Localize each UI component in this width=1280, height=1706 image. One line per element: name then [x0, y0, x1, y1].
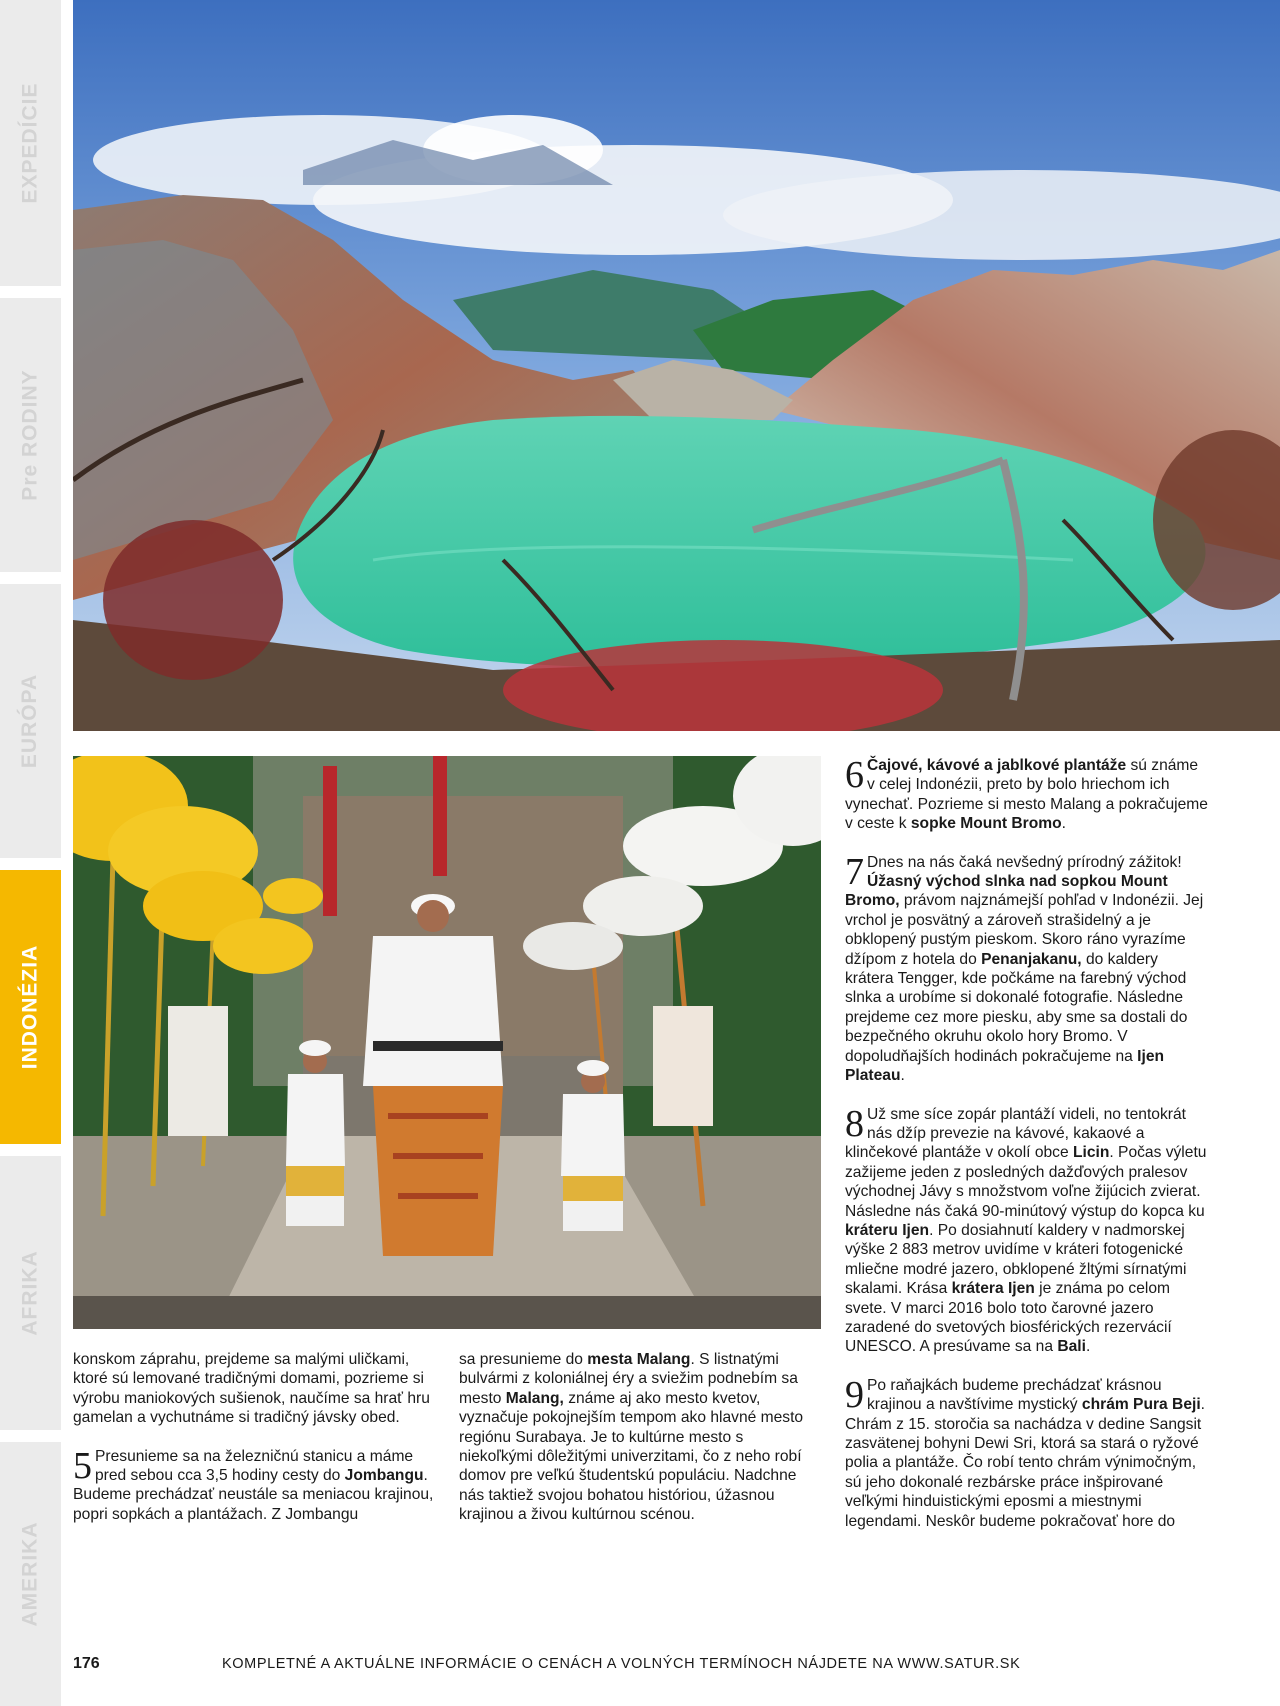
tab-label: EXPEDÍCIE: [18, 82, 42, 204]
tab-indonezia[interactable]: [0, 870, 61, 1144]
tab-label: EURÓPA: [18, 673, 42, 769]
temple-family-photo: [73, 756, 821, 1329]
tab-pre-rodiny[interactable]: [0, 298, 61, 572]
paragraph-day-7: 7 Dnes na nás čaká nevšedný prírodný zážitok! Úžasný východ slnka nad sopkou Mount Bromo, právom najznámejší pohľad v Indonézii. Jej vrchol je posvätný a zároveň strašidelný a je obklopený pustým pieskom. Skoro ráno vyrazíme džípom z hotela do Penanjakanu, do kaldery krátera Tengger, kde počkáme na farebný východ slnka a urobíme si dokonalé fotografie. Následne prejdeme cez more piesku, aby sme sa dostali do bezpečného okruhu okolo hory Bromo. V dopoludňajších hodinách pokračujeme na Ijen Plateau.: [845, 850, 1204, 1085]
paragraph-day-4-continued: konskom záprahu, prejdeme sa malými uličkami, ktoré sú lemované tradičnými domami, pozrieme si výrobu maniokových sušienok, naučíme sa hrať hru gamelan a vychutnáme si tradičný jávsky obed.: [73, 1351, 430, 1427]
tab-label: Pre RODINY: [18, 369, 42, 501]
paragraph-day-5: 5 Presunieme sa na železničnú stanicu a máme pred sebou cca 3,5 hodiny cesty do Jombangu. Budeme prechádzať neustále sa meniacou krajinou, popri sopkách a plantážach. Z Jombangu: [73, 1444, 434, 1523]
text-column-1: [73, 1350, 438, 1543]
tab-europa[interactable]: [0, 584, 61, 858]
crater-lake-photo: [73, 0, 1280, 731]
text-column-2: [459, 1350, 821, 1544]
tab-label: INDONÉZIA: [18, 944, 42, 1070]
tab-label: AFRIKA: [18, 1250, 42, 1336]
tab-amerika[interactable]: [0, 1442, 61, 1706]
footer-info-text: KOMPLETNÉ A AKTUÁLNE INFORMÁCIE O CENÁCH A VOLNÝCH TERMÍNOCH NÁJDETE NA WWW.SATUR.SK: [222, 1656, 1021, 1672]
side-navigation: [0, 0, 61, 1706]
day-number: 6: [845, 754, 864, 796]
tab-afrika[interactable]: [0, 1156, 61, 1430]
paragraph-day-9: 9 Po raňajkách budeme prechádzať krásnou krajinou a navštívime mystický chrám Pura Beji. Chrám z 15. storočia sa nachádza v dedine Sangsit zasvätenej bohyni Dewi Sri, ktorá sa stará o ryžové polia a plantáže. Čo robí tento chrám výnimočným, sú jeho dokonalé rezbárske práce inšpirované veľkými hinduistickými eposmi a miestnymi legendami. Neskôr budeme pokračovať hore do: [845, 1373, 1206, 1530]
day-number: 8: [845, 1102, 864, 1145]
text-column-3: [845, 756, 1210, 1550]
day-number: 5: [73, 1444, 92, 1487]
day-number: 9: [845, 1373, 864, 1416]
tab-expedicie[interactable]: [0, 0, 61, 286]
day-number: 7: [845, 850, 864, 893]
tab-label: AMERIKA: [18, 1521, 42, 1627]
paragraph-day-8: 8 Už sme síce zopár plantáží videli, no tentokrát nás džíp prevezie na kávové, kakaové a klinčekové plantáže v okolí obce Licin. Počas výletu zažijeme jeden z posledných dažďových pralesov východnej Jávy s množstvom voľne žijúcich zvierat. Následne nás čaká 90-minútový výstup do kopca ku kráteru Ijen. Po dosiahnutí kaldery v nadmorskej výške 2 883 metrov uvidíme v kráteri fotogenické mliečne modré jazero, obklopené žltými sírnatými skalami. Krása krátera Ijen je známa po celom svete. V marci 2016 bolo toto čarovné jazero zaradené do svetových biosférických rezervácií UNESCO. A presúvame sa na Bali.: [845, 1102, 1207, 1356]
paragraph-day-5-continued: sa presunieme do mesta Malang. S listnatými bulvármi z koloniálnej éry a sviežim podnebím sa mesto Malang, známe aj ako mesto kvetov, vyznačuje pokojnejším tempom ako hlavné mesto regiónu Surabaya. Je to kultúrne mesto s niekoľkými dôležitými univerzitami, čo z neho robí domov pre veľkú študentskú populáciu. Nadchne nás taktiež svojou bohatou históriou, úžasnou krajinou a živou kultúrnou scénou.: [459, 1351, 804, 1524]
paragraph-day-6: 6 Čajové, kávové a jablkové plantáže sú známe v celej Indonézii, preto by bolo hriechom ich vynechať. Pozrieme si mesto Malang a pokračujeme v ceste k sopke Mount Bromo.: [845, 754, 1208, 833]
page-number: 176: [73, 1655, 100, 1672]
